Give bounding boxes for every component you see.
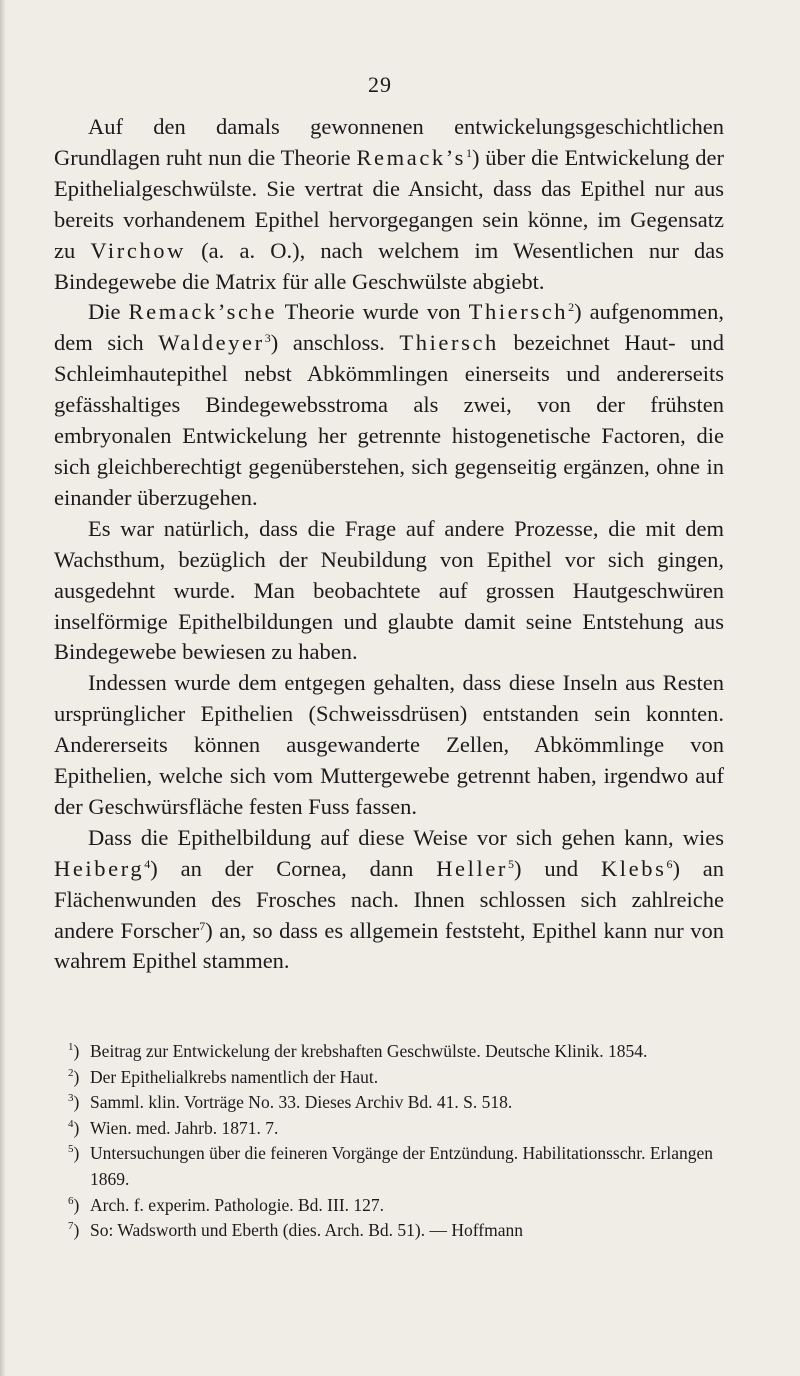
footnote-text: So: Wadsworth und Eberth (dies. Arch. Bd. 51). — Hoffmann — [90, 1220, 523, 1241]
paragraph — [54, 514, 724, 669]
footnote — [68, 1193, 724, 1219]
footnote-mark: $^7$) — [68, 1220, 80, 1241]
paragraph — [54, 112, 724, 297]
page-number: 29 — [368, 72, 392, 97]
footnotes — [68, 1039, 724, 1244]
author-name: Remack’s — [356, 144, 466, 170]
text-run: Es war natürlich, dass die Frage auf andere Prozesse, die mit dem Wachsthum, bezüglich der Neubildung von Epithel vor sich gingen, ausgedehnt wurde. Man beobachtete auf grossen Hautgeschwüren inselförmige Epithelbildungen und glaubte damit seine Entstehung aus Bindegewebe bewiesen zu haben. — [54, 515, 724, 665]
footnote-text: Beitrag zur Entwickelung der krebshaften Geschwülste. Deutsche Klinik. 1854. — [90, 1041, 648, 1061]
paragraph — [54, 823, 724, 978]
footnote — [68, 1090, 724, 1116]
footnote-reference: 4 — [144, 856, 151, 871]
text-run: ) über die Entwickelung der Epithelialgeschwülste. Sie vertrat die Ansicht, dass das Epithel nur aus bereits vorhandenem Epithel hervorgegangen sein könne, im Gegensatz zu — [54, 144, 724, 263]
footnote-text: Samml. klin. Vorträge No. 33. Dieses Archiv Bd. 41. S. 518. — [90, 1092, 513, 1113]
footnote-mark: $^6$) — [68, 1194, 80, 1215]
footnote-mark: $^4$) — [68, 1117, 80, 1138]
paragraph — [54, 297, 724, 513]
text-run: Dass die Epithelbildung auf diese Weise vor sich gehen kann, wies — [88, 824, 724, 850]
footnote — [68, 1116, 724, 1142]
footnote-mark: $^5$) — [68, 1143, 80, 1164]
footnote-reference: 5 — [508, 856, 515, 871]
text-run: ) an der Cornea, dann — [150, 855, 437, 881]
author-name: Virchow — [90, 237, 186, 263]
author-name: Thiersch — [468, 299, 569, 325]
text-run: Theorie wurde von — [277, 299, 469, 325]
text-run: ) an, so dass es allgemein feststeht, Epithel kann nur von wahrem Epithel stammen. — [54, 917, 724, 974]
author-name: Heller — [436, 855, 509, 881]
footnote-text: Wien. med. Jahrb. 1871. 7. — [90, 1117, 279, 1138]
footnote-reference: 6 — [666, 856, 673, 871]
footnote-reference: 1 — [465, 145, 472, 160]
footnote-reference: 2 — [568, 300, 575, 315]
footnote-text: Untersuchungen über die feineren Vorgänge der Entzündung. Habilitationsschr. Erlangen 1869. — [90, 1143, 714, 1189]
footnote — [68, 1065, 724, 1091]
text-run: ) anschloss. — [270, 330, 400, 356]
author-name: Thiersch — [399, 330, 499, 356]
body-text — [54, 112, 724, 977]
footnote-text: Arch. f. experim. Pathologie. Bd. III. 127. — [90, 1194, 385, 1215]
author-name: Waldeyer — [158, 330, 265, 356]
page-edge-shadow — [0, 0, 6, 1376]
footnote-reference: 3 — [264, 331, 271, 346]
text-run: ) an Flächenwunden des Frosches nach. Ihnen schlossen sich zahlreiche andere Forscher — [54, 855, 724, 943]
footnote-mark: $^2$) — [68, 1066, 80, 1087]
footnote-reference: 7 — [199, 918, 206, 933]
author-name: Heiberg — [54, 855, 145, 881]
footnote — [68, 1141, 724, 1192]
text-run: (a. a. O.), nach welchem im Wesentlichen nur das Bindegewebe die Matrix für alle Geschwülste abgiebt. — [54, 237, 724, 294]
footnote-mark: $^3$) — [68, 1092, 80, 1113]
footnote-text: Der Epithelialkrebs namentlich der Haut. — [90, 1066, 379, 1087]
text-run: Auf den damals gewonnenen entwickelungsgeschichtlichen Grundlagen ruht nun die Theorie — [54, 114, 724, 170]
author-name: Remack’sche — [128, 299, 278, 325]
paragraph — [54, 668, 724, 823]
footnote-mark: $^1$) — [68, 1041, 80, 1061]
text-run: ) und — [514, 855, 601, 881]
author-name: Klebs — [600, 855, 667, 881]
footnote — [68, 1218, 724, 1244]
text-run: Die — [88, 299, 129, 325]
footnote — [68, 1039, 724, 1065]
text-run: Indessen wurde dem entgegen gehalten, dass diese Inseln aus Resten ursprünglicher Epithelien (Schweissdrüsen) entstanden sein konnten. Andererseits können ausgewanderte Zellen, Abkömmlinge von Epithelien, welche sich vom Muttergewebe getrennt haben, irgendwo auf der Geschwürsfläche festen Fuss fassen. — [54, 670, 724, 819]
text-run: ) aufgenommen, dem sich — [54, 299, 724, 356]
text-run: bezeichnet Haut- und Schleimhautepithel nebst Abkömmlingen einerseits und andererseits gefässhaltiges Bindegewebsstroma als zwei, von der frühsten embryonalen Entwickelung her getrennte histogenetische Factoren, die sich gleichberechtigt gegenüberstehen, sich gegenseitig ergänzen, ohne in einander überzugehen. — [54, 330, 724, 510]
